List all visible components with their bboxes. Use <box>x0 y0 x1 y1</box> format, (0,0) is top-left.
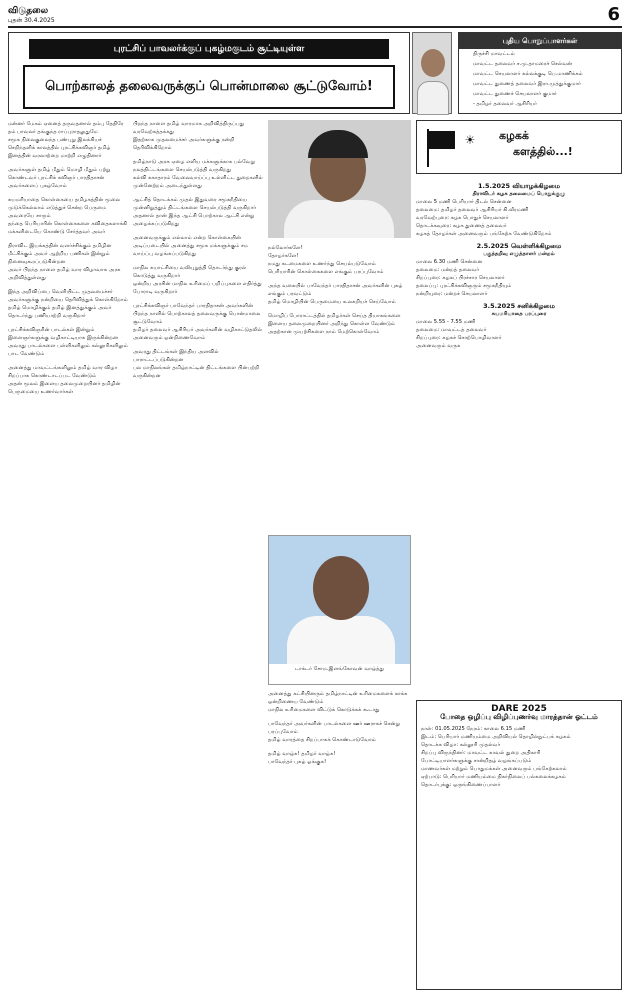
article-paragraph: அந்த வகையில் பாவேந்தர் பாரதிதாசன் அவர்களின் புகழ் எங்கும் பரவட்டும் தமிழ் மொழியின் பெருமையை உலகறியச் செய்வோம் <box>268 283 403 305</box>
article-paragraph: பிறந்த நாளை தமிழ் வாரமாக அறிவித்திருப்பது வரவேற்கத்தக்கது இதற்காக முதலமைச்சர் அவர்களுக்கு நன்றி தெரிவிக்கிறோம் <box>133 121 245 151</box>
event-body: மாலை 5 மணி பெரியார் திடல் சென்னை தலைமை: தமிழர் தலைவர் ஆசிரியர் கி.வீரமணி வரவேற்புரை: கழக பொதுச் செயலாளர் தொடக்கவுரை: கழக துணைத் தலைவர் கழகத் தோழர்கள் அனைவரும் பங்கேற்க வேண்டுகிறோம் <box>416 199 552 237</box>
event-body: மாலை 6.30 மணி சென்னை தலைமை: மன்றத் தலைவர் சிறப்புரை: கழகப் பிரச்சார செயலாளர் தலைப்பு: புரட்சிக்கவிஞரும் சமூகநீதியும் நன்றியுரை: மன்றச் செயலாளர் <box>416 259 512 297</box>
article-paragraph: அவர்களுள் தமிழ் மீதும் மொழி மீதும் பற்று கொண்டவர் புரட்சிக் கவிஞர் பாரதிதாசன் அவர்களைப் புகழ்வோம் <box>8 167 111 189</box>
new-officials-box <box>458 32 622 114</box>
article-paragraph: அனைத்து கட்சியினரும் தமிழ்நாட்டின் உரிமைகளைக் காக்க ஒன்றிணைய வேண்டும் மாநில உரிமைகளை விட்டுக் கொடுக்கக் கூடாது <box>268 691 408 713</box>
article-paragraph: மொழிப் போராட்டத்தில் தமிழர்கள் செய்த தியாகங்களை இளைய தலைமுறையினர் அறிந்து கொள்ள வேண்டும் அதற்கான முயற்சிகளை நாம் மேற்கொள்வோம் <box>268 313 401 335</box>
kalagam-events <box>416 178 622 698</box>
photo-shirt <box>287 616 395 666</box>
new-officials-title: புதிய பொறுப்பாளர்கள் <box>459 33 621 49</box>
headline-box <box>8 32 410 114</box>
article-column-2 <box>133 120 263 990</box>
event-subtitle: சுயமரியாதை பரப்புரை <box>491 311 547 317</box>
headline-title: பொற்காலத் தலைவருக்குப் பொன்மாலை சூட்டுவோம்! <box>23 65 395 109</box>
author-portrait <box>412 32 452 114</box>
official-line: திருச்சி மாவட்டம் <box>473 51 515 57</box>
article-column-1 <box>8 120 128 990</box>
article-paragraph: திராவிட இயக்கத்தின் வளர்ச்சிக்கும் தமிழின மீட்சிக்கும் அவர் ஆற்றிய பணிகள் இன்றும் நினைவுகூரப்படுகின்றன அவர் பிறந்த நாளை தமிழ் வார விழாவாக அரசு அறிவித்துள்ளது <box>8 243 121 281</box>
article-paragraph: பாவேந்தர் அவர்களின் பாடல்களை ஊர் ஊராகச் சென்று பரப்புவோம் தமிழ் வாரத்தை சிறப்பாகக் கொண்டாடுவோம் <box>268 721 400 743</box>
article-paragraph: புரட்சிக்கவிஞர் பாவேந்தர் பாரதிதாசன் அவர்களின் பிறந்த நாளில் பொற்காலத் தலைவருக்கு பொன்மாலை சூட்டுவோம் தமிழர் தலைவர் ஆசிரியர் அவர்களின் வழிகாட்டுதலில் அனைவரும் ஒன்றிணைவோம் <box>133 303 263 341</box>
masthead <box>8 4 622 28</box>
portrait-body <box>417 81 449 115</box>
photo-caption: டாக்டர் சோம.இளங்கோவன் வாழ்த்து <box>269 664 410 684</box>
article-paragraph: மாநில சுயாட்சியை வலியுறுத்தி தொடர்ந்து குரல் கொடுத்து வருகிறார் ஒன்றிய அரசின் மாநில உரிமைப் பறிப்புகளை எதிர்த்து போராடி வருகிறார் <box>133 265 262 295</box>
dare-body: நாள்: 01.05.2025 நேரம்: காலை 6.15 மணி இடம்: பெரியார் மணியம்மை அறிவியல் தொழில்நுட்பக் கழகம் தொடக்க விழா: கல்லூரி முதல்வர் சிறப்பு விருந்தினர்: மாவட்ட காவல் துறை அதிகாரி போட்டியாளர்களுக்கு சான்றிதழ் வழங்கப்படும் மாணவர்கள் மற்றும் பொதுமக்கள் அனைவரும் பங்கேற்கலாம் ஏற்பாடு: பெரியார் மணியம்மை நிகர்நிலைப் பல்கலைக்கழகம் தொடர்புக்கு: ஒருங்கிணைப்பாளர் <box>421 726 571 788</box>
photo-shirt <box>284 200 394 238</box>
flag-icon <box>429 131 455 149</box>
dare-title: DARE 2025 <box>491 704 547 714</box>
dare-subtitle: போதை ஒழிப்பு விழிப்புணர்வு மாரத்தான் ஓட்டம் <box>440 713 598 721</box>
event-date: 3.5.2025 சனிக்கிழமை <box>483 302 555 310</box>
article-paragraph: அவரது திட்டங்கள் இந்திய அளவில் பாராட்டப்படுகின்றன பல மாநிலங்கள் தமிழ்நாட்டின் திட்டங்களை பின்பற்றி வருகின்றன <box>133 349 260 379</box>
article-column-3-lower <box>268 690 411 990</box>
official-line: மாவட்ட செயலாளர் கல்லக்குடி பெ.மாணிக்கம் <box>473 71 583 77</box>
event-date: 1.5.2025 வியாழக்கிழமை <box>477 182 561 190</box>
dare-box <box>416 700 622 990</box>
kalagam-title-1: கழகக் <box>499 129 529 142</box>
article-paragraph: இந்த அறிவிப்பை வெளியிட்ட முதலமைச்சர் அவர்களுக்கு நன்றியை தெரிவித்துக் கொள்கிறோம் தமிழ் மொழிக்கும் தமிழ் இனத்துக்கும் அவர் தொடர்ந்து பணியாற்றி வருகிறார் <box>8 289 128 319</box>
event-body: மாலை 5.55 - 7.55 மணி தலைமை: மாவட்டத் தலைவர் சிறப்புரை: கழகச் சொற்பொழிவாளர் அனைவரும் வருக <box>416 319 502 349</box>
article-paragraph: புரட்சிக்கவிஞரின் பாடல்கள் இன்றும் இளைஞர்களுக்கு வழிகாட்டியாக இருக்கின்றன அவரது பாடல்களை பள்ளிகளிலும் கல்லூரிகளிலும் பாட வேண்டும் <box>8 327 128 357</box>
official-line: மாவட்ட துணைச் செயலாளர் குமார் <box>473 91 557 97</box>
headline-kicker: புரட்சிப் பாவலர்க்குப் புகழ்மகுடம் சூட்டியுள்ள <box>29 39 389 59</box>
article-paragraph: அனைவருக்கும் எல்லாம் என்ற கொள்கையின் அடிப்படையில் அனைத்து சமூக மக்களுக்கும் சம வாய்ப்பு வழங்கப்படுகிறது <box>133 235 249 257</box>
article-paragraph: சுயமரியாதை கொள்கையை தமிழகத்தின் மூலை முடுக்கெல்லாம் எடுத்துச் சென்ற பெருமை அவரையே சாரும் தந்தை பெரியாரின் கொள்கைகளை கவிதைகளாக்கி மக்களிடையே கொண்டு சேர்த்தவர் அவர் <box>8 197 128 235</box>
article-paragraph: அனைத்து மாவட்டங்களிலும் தமிழ் வார விழா சிறப்பாக கொண்டாடப்பட வேண்டும் அதன் மூலம் இளைய தலைமுறையினர் தமிழின் பெருமையை உணர்வார்கள் <box>8 365 121 395</box>
article-paragraph: தமிழ்நாடு அரசு ஏழை எளிய மக்களுக்காக பல்வேறு நலத்திட்டங்களை செயல்படுத்தி வருகிறது கல்வி சுகாதாரம் வேலைவாய்ப்பு உள்ளிட்ட துறைகளில் முன்னேற்றம் அடைந்துள்ளது <box>133 159 263 189</box>
paper-name: விடுதலை <box>8 6 49 16</box>
page-number: 6 <box>607 4 620 25</box>
article-column-3 <box>268 244 411 530</box>
party-logo-icon: ☀ <box>464 133 476 147</box>
event-subtitle: திராவிடர் கழக தலைமைப் பொதுக்குழு <box>472 191 566 197</box>
official-line: மாவட்ட துணைத் தலைவர் இரா.முத்துக்குமார் <box>473 81 581 87</box>
article-paragraph: தமிழ் வாழ்க! தமிழர் வாழ்க! பாவேந்தர் புகழ் ஓங்குக! <box>268 751 336 765</box>
photo-hair <box>308 130 368 158</box>
photo-face <box>313 556 369 620</box>
article-paragraph: மன்னர் மேகம் ஏனைத் தருவதனால் தம்பு தேதிரே தம் பாவலர் தங்குந்த ராப்புராதலுதுமே சமூக நிலைகுலைந்த பண்புறு இலக்கியச் செறிந்தளிக் காலத்தில் புரட்சிக்கவிஞர் தமிழ் இனத்தின் வரலாற்றை மாற்றி எழுதினார் <box>8 121 124 159</box>
article-paragraph: ஆட்சித் தொடக்கம் முதல் இதுவரை சமூகநீதியை முன்னிறுத்தும் திட்டங்களை செயல்படுத்தி வருகிறார் அதனால் தான் இந்த ஆட்சி பொற்கால ஆட்சி என்று அழைக்கப்படுகிறது <box>133 197 257 227</box>
chief-minister-photo <box>268 120 411 238</box>
event-subtitle: பகுத்தறிவு எழுத்தாளர் மன்றம் <box>483 251 555 257</box>
official-line: - தமிழர் தலைவர் ஆசிரியர் <box>473 101 537 107</box>
contributor-photo <box>268 535 411 685</box>
issue-date: புதன் 30.4.2025 <box>8 17 55 24</box>
event-date: 2.5.2025 வெள்ளிக்கிழமை <box>476 242 562 250</box>
portrait-head <box>421 49 445 77</box>
article-paragraph: நல்லோர்களே! தோழர்களே! நமது கடமைகளை உணர்ந்து செயல்படுவோம் பெரியாரின் கொள்கைகளை எங்கும் பரப்புவோம் <box>268 245 384 275</box>
kalagam-title-2: களத்தில்...! <box>513 145 573 158</box>
kalagam-header <box>416 120 622 174</box>
official-line: மாவட்ட தலைவர் ச.மு.தாமரைச் செல்வன் <box>473 61 573 67</box>
